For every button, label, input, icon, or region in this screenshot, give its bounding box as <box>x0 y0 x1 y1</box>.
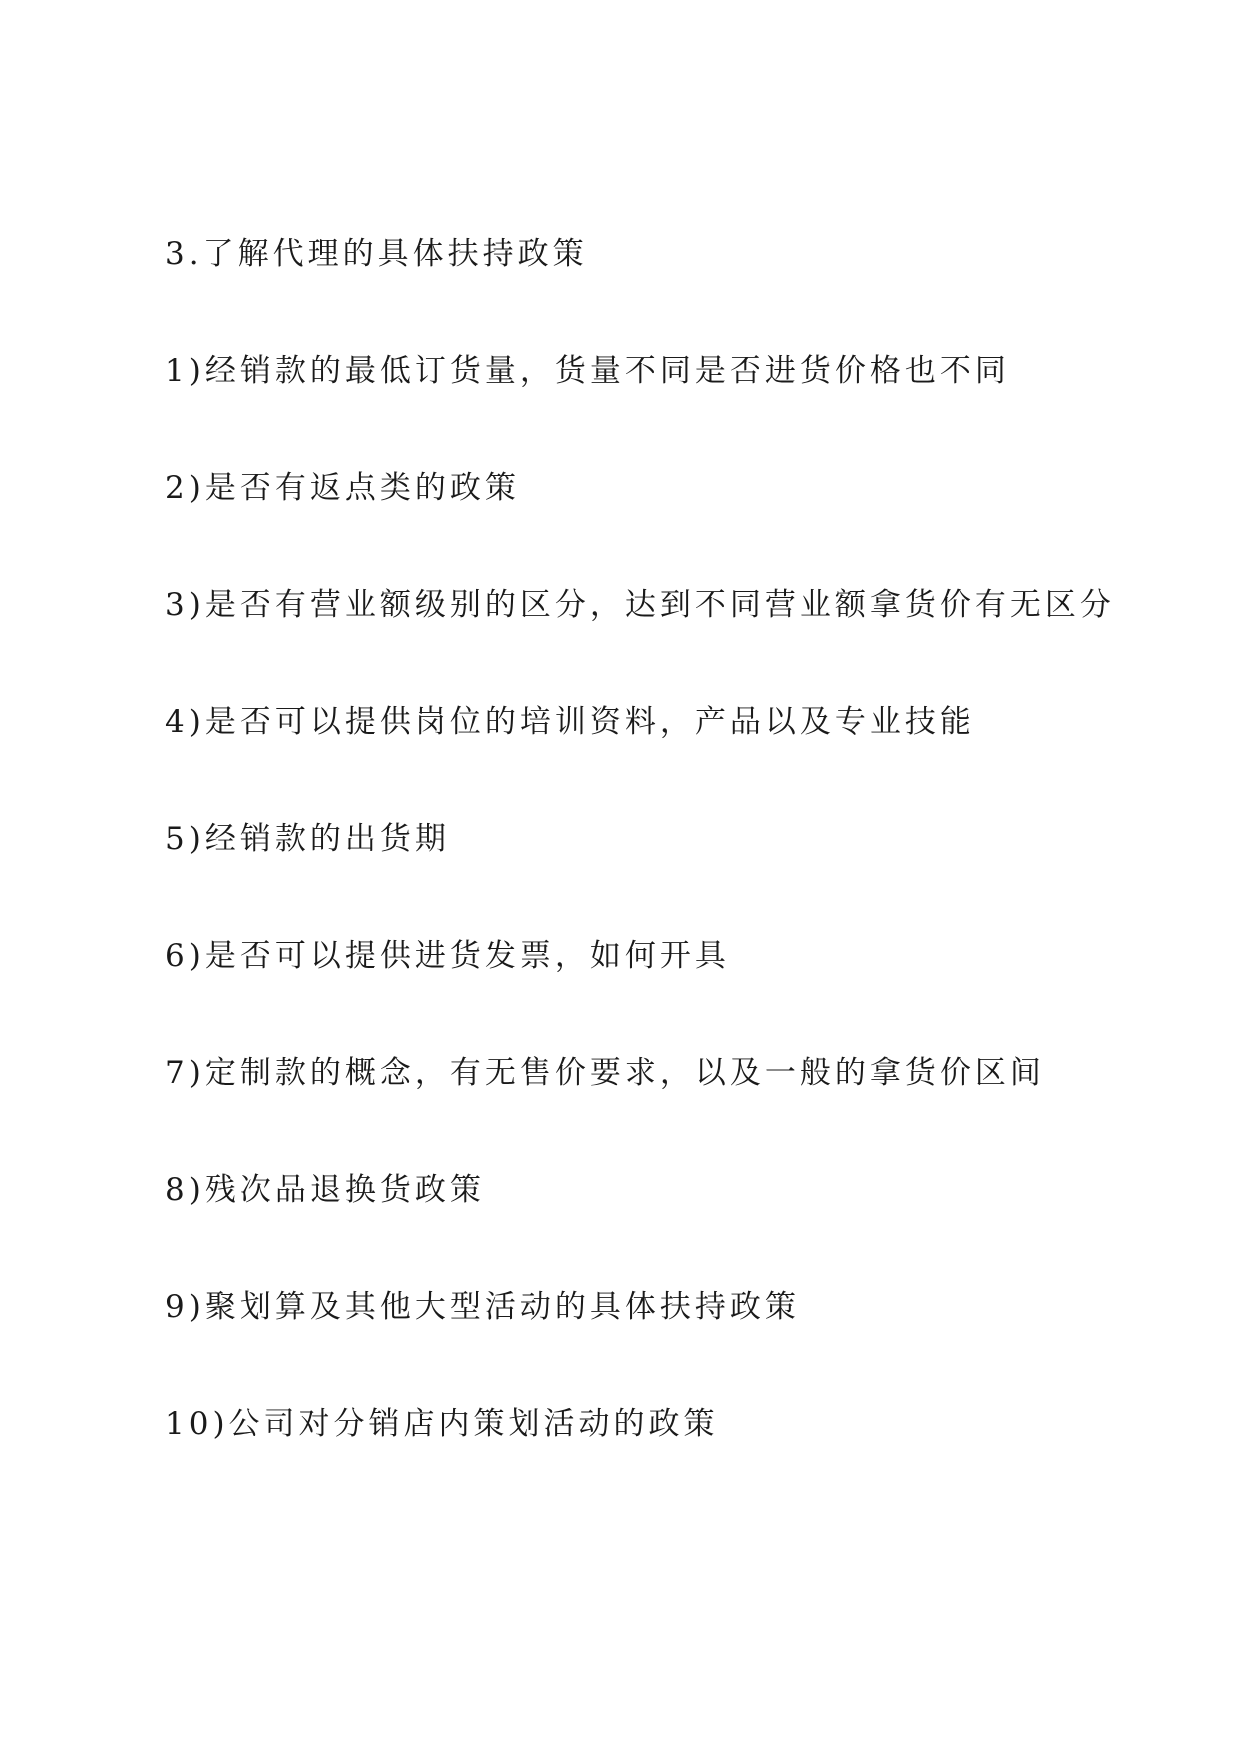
section-heading: 3.了解代理的具体扶持政策 <box>165 236 588 272</box>
list-item: 5)经销款的出货期 <box>165 821 450 857</box>
list-item: 8)残次品退换货政策 <box>165 1172 485 1208</box>
list-item: 3)是否有营业额级别的区分，达到不同营业额拿货价有无区分 <box>165 587 1115 623</box>
list-item: 6)是否可以提供进货发票，如何开具 <box>165 938 730 974</box>
list-item: 4)是否可以提供岗位的培训资料，产品以及专业技能 <box>165 704 975 740</box>
list-item: 2)是否有返点类的政策 <box>165 470 520 506</box>
list-item: 7)定制款的概念，有无售价要求，以及一般的拿货价区间 <box>165 1055 1045 1091</box>
list-item: 9)聚划算及其他大型活动的具体扶持政策 <box>165 1289 800 1325</box>
list-item: 10)公司对分销店内策划活动的政策 <box>165 1406 719 1442</box>
list-item: 1)经销款的最低订货量，货量不同是否进货价格也不同 <box>165 353 1010 389</box>
